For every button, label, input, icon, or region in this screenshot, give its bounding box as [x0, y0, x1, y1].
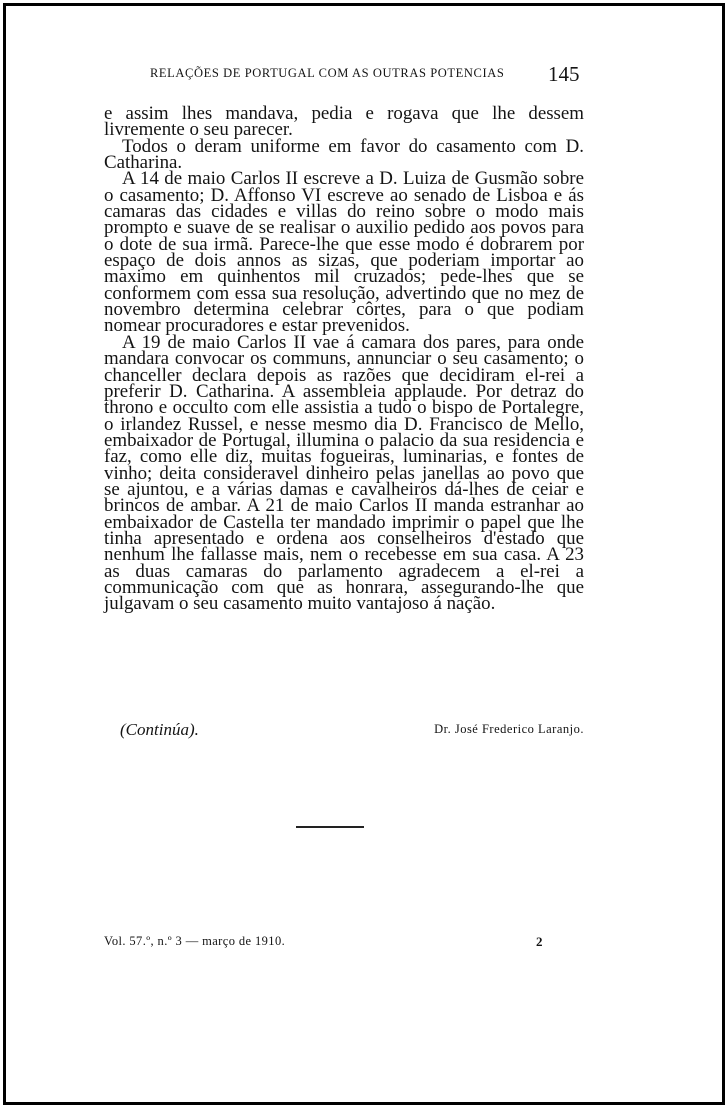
- page-number: 145: [548, 62, 580, 86]
- article-body: [104, 103, 584, 615]
- volume-footer: Vol. 57.º, n.º 3 — março de 1910.: [104, 934, 286, 948]
- paragraph-4: A 19 de maio Carlos II vae á camara dos pares, para onde mandara convocar os communs, annunciar o seu casamento; o chanceller declara depois as razões que decidiram el-rei a preferir D. Catharina. A assembleia applaude. Por detraz do throno e occulto com elle assistia a tudo o bispo de Portalegre, o irlandez Russel, e nesse mesmo dia D. Francisco de Mello, embaixador de Portugal, illumina o palacio da sua residencia e faz, como elle diz, muitas fogueiras, luminarias, e fontes de vinho; deita consideravel dinheiro pelas janellas ao povo que se ajuntou, e a várias damas e cavalheiros dá-lhes de ceiar e brincos de ambar. A 21 de maio Carlos II manda estranhar ao embaixador de Castella ter mandado imprimir o papel que lhe tinha apresentado e ordena aos conselheiros d'estado que nenhum lhe fallasse mais, nem o recebesse em sua casa. A 23 as duas camaras do parlamento agradecem a el-rei a communicação com que as honrara, assegurando-lhe que julgavam o seu casamento muito vantajoso á nação.: [104, 331, 584, 615]
- paragraph-1: e assim lhes mandava, pedia e rogava que lhe dessem livremente o seu parecer.: [104, 103, 584, 141]
- author-name: Dr. José Frederico Laranjo.: [434, 722, 584, 736]
- section-divider: [296, 826, 364, 828]
- signature-mark: 2: [536, 934, 543, 949]
- running-header: RELAÇÕES DE PORTUGAL COM AS OUTRAS POTENCIAS: [150, 66, 505, 80]
- paragraph-3: A 14 de maio Carlos II escreve a D. Luiza de Gusmão sobre o casamento; D. Affonso VI escreve ao senado de Lisboa e ás camaras das cidades e villas do reino sobre o modo mais prompto e suave de se realisar o auxilio pedido aos povos para o dote de sua irmã. Parece-lhe que esse modo é dobrarem por espaço de dois annos as sizas, que poderiam importar ao maximo em quinhentos mil cruzados; pede-lhes que se conformem com essa sua resolução, advertindo que no mez de novembro determina celebrar côrtes, para o que podiam nomear procuradores e estar prevenidos.: [104, 168, 584, 337]
- signature-row: [120, 720, 584, 740]
- paragraph-2: Todos o deram uniforme em favor do casamento com D. Catharina.: [104, 135, 584, 174]
- continued-note: (Continúa).: [120, 720, 199, 739]
